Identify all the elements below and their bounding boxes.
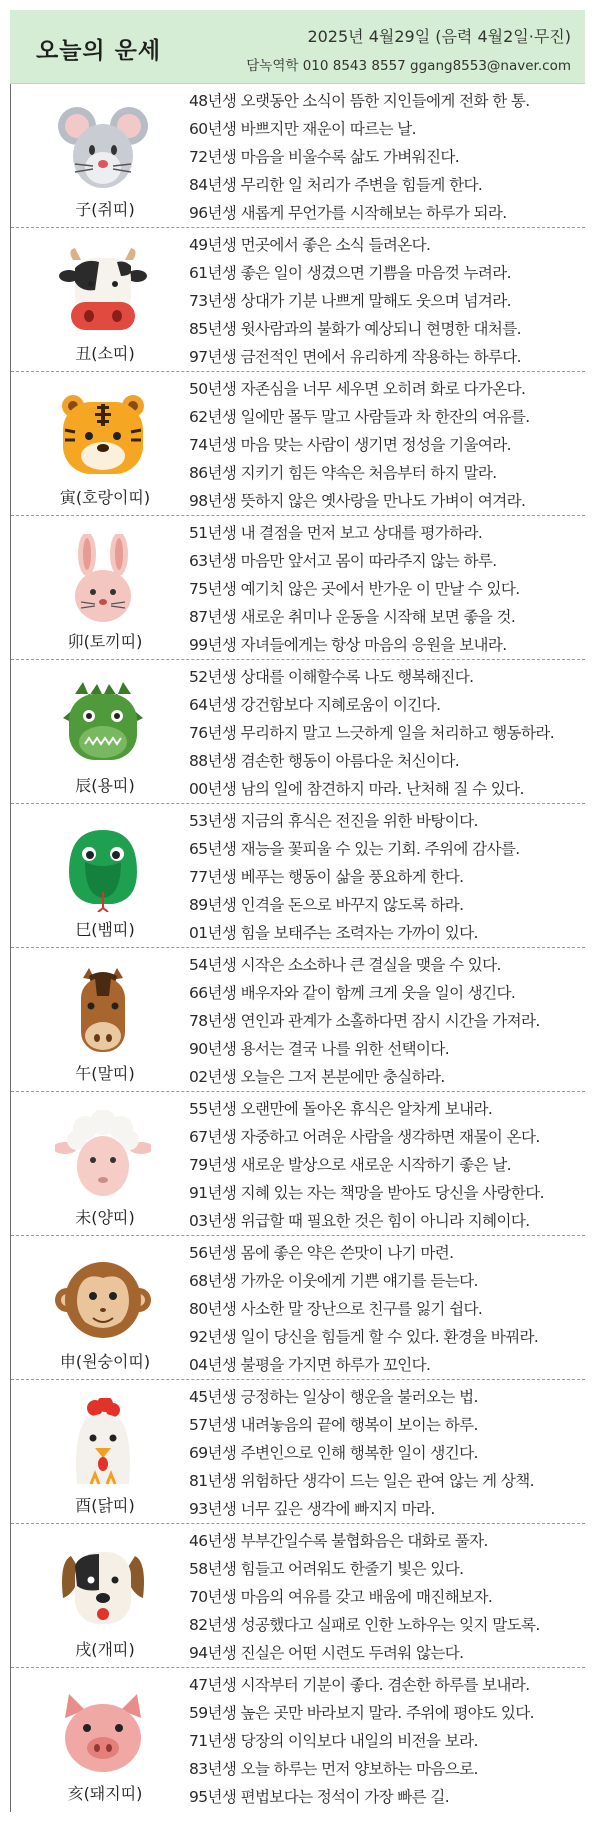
fortune-line: 77년생 베푸는 행동이 삶을 풍요하게 한다. xyxy=(189,868,464,886)
fortune-line: 93년생 너무 깊은 생각에 빠지지 마라. xyxy=(189,1500,435,1518)
fortune-line: 92년생 일이 당신을 힘들게 할 수 있다. 환경을 바꿔라. xyxy=(189,1328,539,1346)
fortune-line: 02년생 오늘은 그저 본분에만 충실하라. xyxy=(189,1068,445,1086)
fortune-line: 95년생 편법보다는 정석이 가장 빠른 길. xyxy=(189,1788,450,1806)
fortune-lines xyxy=(189,807,585,947)
fortune-row-pig xyxy=(11,1668,585,1812)
fortune-line: 78년생 연인과 관계가 소홀하다면 잠시 시간을 가져라. xyxy=(189,1012,540,1030)
fortune-line: 99년생 자녀들에게는 항상 마음의 응원을 보내라. xyxy=(189,636,507,654)
fortune-line: 75년생 예기치 않은 곳에서 반가운 이 만날 수 있다. xyxy=(189,580,520,598)
fortune-lines xyxy=(189,519,585,659)
fortune-line: 57년생 내려놓음의 끝에 행복이 보이는 하루. xyxy=(189,1416,478,1434)
fortune-lines xyxy=(189,87,585,227)
fortune-line: 83년생 오늘 하루는 먼저 양보하는 마음으로. xyxy=(189,1760,478,1778)
animal-label: 巳(뱀띠) xyxy=(75,920,135,939)
fortune-line: 94년생 진실은 어떤 시련도 두려워 않는다. xyxy=(189,1644,464,1662)
header xyxy=(10,10,585,84)
fortune-line: 45년생 긍정하는 일상이 행운을 불러오는 법. xyxy=(189,1388,478,1406)
horse-icon xyxy=(55,966,151,1056)
rat-icon xyxy=(55,102,151,192)
fortune-line: 59년생 높은 곳만 바라보지 말라. 주위에 평야도 있다. xyxy=(189,1704,534,1722)
fortune-row-horse xyxy=(11,948,585,1092)
ox-icon xyxy=(55,246,151,336)
fortune-lines xyxy=(189,1239,585,1379)
fortune-line: 51년생 내 결점을 먼저 보고 상대를 평가하라. xyxy=(189,524,483,542)
animal-label: 未(양띠) xyxy=(75,1208,135,1227)
fortune-line: 55년생 오랜만에 돌아온 휴식은 알차게 보내라. xyxy=(189,1100,493,1118)
fortune-lines xyxy=(189,1671,585,1811)
fortune-row-rabbit xyxy=(11,516,585,660)
fortune-line: 63년생 마음만 앞서고 몸이 따라주지 않는 하루. xyxy=(189,552,497,570)
fortune-line: 65년생 재능을 꽃피울 수 있는 기회. 주위에 감사를. xyxy=(189,840,520,858)
fortune-row-monkey xyxy=(11,1236,585,1380)
fortune-line: 76년생 무리하지 말고 느긋하게 일을 처리하고 행동하라. xyxy=(189,724,555,742)
fortune-row-rat xyxy=(11,84,585,228)
fortune-row-ox xyxy=(11,228,585,372)
animal-label: 子(쥐띠) xyxy=(75,200,135,219)
animal-label: 午(말띠) xyxy=(75,1064,135,1083)
animal-label: 寅(호랑이띠) xyxy=(59,488,151,507)
fortune-row-rooster xyxy=(11,1380,585,1524)
fortune-line: 53년생 지금의 휴식은 전진을 위한 바탕이다. xyxy=(189,812,478,830)
monkey-icon xyxy=(55,1254,151,1344)
sheep-icon xyxy=(55,1110,151,1200)
fortune-line: 52년생 상대를 이해할수록 나도 행복해진다. xyxy=(189,668,474,686)
animal-label: 申(원숭이띠) xyxy=(59,1352,151,1371)
fortune-line: 85년생 윗사람과의 불화가 예상되니 현명한 대처를. xyxy=(189,320,521,338)
fortune-lines xyxy=(189,951,585,1091)
fortune-list xyxy=(10,84,585,1812)
fortune-line: 68년생 가까운 이웃에게 기쁜 얘기를 듣는다. xyxy=(189,1272,478,1290)
fortune-line: 69년생 주변인으로 인해 행복한 일이 생긴다. xyxy=(189,1444,478,1462)
fortune-line: 90년생 용서는 결국 나를 위한 선택이다. xyxy=(189,1040,450,1058)
fortune-line: 80년생 사소한 말 장난으로 친구를 잃기 쉽다. xyxy=(189,1300,483,1318)
fortune-lines xyxy=(189,1095,585,1235)
fortune-line: 89년생 인격을 돈으로 바꾸지 않도록 하라. xyxy=(189,896,464,914)
fortune-lines xyxy=(189,663,585,803)
header-date: 2025년 4월29일 (음력 4월2일·무진) xyxy=(307,27,571,46)
fortune-line: 00년생 남의 일에 참견하지 마라. 난처해 질 수 있다. xyxy=(189,780,524,798)
fortune-line: 01년생 힘을 보태주는 조력자는 가까이 있다. xyxy=(189,924,478,942)
animal-label: 丑(소띠) xyxy=(75,344,135,363)
fortune-line: 62년생 일에만 몰두 말고 사람들과 차 한잔의 여유를. xyxy=(189,408,530,426)
fortune-line: 04년생 불평을 가지면 하루가 꼬인다. xyxy=(189,1356,431,1374)
fortune-row-snake xyxy=(11,804,585,948)
fortune-line: 54년생 시작은 소소하나 큰 결실을 맺을 수 있다. xyxy=(189,956,501,974)
tiger-icon xyxy=(55,390,151,480)
fortune-line: 73년생 상대가 기분 나쁘게 말해도 웃으며 넘겨라. xyxy=(189,292,511,310)
fortune-line: 86년생 지키기 힘든 약속은 처음부터 하지 말라. xyxy=(189,464,497,482)
fortune-line: 74년생 마음 맞는 사람이 생기면 정성을 기울여라. xyxy=(189,436,511,454)
fortune-line: 67년생 자중하고 어려운 사람을 생각하면 재물이 온다. xyxy=(189,1128,540,1146)
dragon-icon xyxy=(55,678,151,768)
fortune-line: 84년생 무리한 일 처리가 주변을 힘들게 한다. xyxy=(189,176,483,194)
pig-icon xyxy=(55,1686,151,1776)
fortune-line: 97년생 금전적인 면에서 유리하게 작용하는 하루다. xyxy=(189,348,521,366)
fortune-lines xyxy=(189,1383,585,1523)
fortune-lines xyxy=(189,1527,585,1667)
animal-label: 卯(토끼띠) xyxy=(67,632,143,651)
fortune-line: 82년생 성공했다고 실패로 인한 노하우는 잊지 말도록. xyxy=(189,1616,540,1634)
animal-label: 戌(개띠) xyxy=(75,1640,135,1659)
fortune-line: 60년생 바쁘지만 재운이 따르는 날. xyxy=(189,120,417,138)
fortune-line: 50년생 자존심을 너무 세우면 오히려 화로 다가온다. xyxy=(189,380,526,398)
fortune-line: 88년생 겸손한 행동이 아름다운 처신이다. xyxy=(189,752,460,770)
fortune-lines xyxy=(189,231,585,371)
fortune-line: 72년생 마음을 비울수록 삶도 가벼워진다. xyxy=(189,148,460,166)
fortune-line: 91년생 지혜 있는 자는 책망을 받아도 당신을 사랑한다. xyxy=(189,1184,544,1202)
fortune-line: 58년생 힘들고 어려워도 한줄기 빛은 있다. xyxy=(189,1560,464,1578)
fortune-line: 64년생 강건함보다 지혜로움이 이긴다. xyxy=(189,696,441,714)
fortune-line: 71년생 당장의 이익보다 내일의 비전을 보라. xyxy=(189,1732,478,1750)
fortune-line: 70년생 마음의 여유를 갖고 배움에 매진해보자. xyxy=(189,1588,493,1606)
fortune-row-dragon xyxy=(11,660,585,804)
fortune-line: 61년생 좋은 일이 생겼으면 기쁨을 마음껏 누려라. xyxy=(189,264,511,282)
fortune-line: 79년생 새로운 발상으로 새로운 시작하기 좋은 날. xyxy=(189,1156,511,1174)
fortune-line: 48년생 오랫동안 소식이 뜸한 지인들에게 전화 한 통. xyxy=(189,92,530,110)
fortune-line: 46년생 부부간일수록 불협화음은 대화로 풀자. xyxy=(189,1532,488,1550)
fortune-line: 81년생 위험하단 생각이 드는 일은 관여 않는 게 상책. xyxy=(189,1472,534,1490)
fortune-line: 96년생 새롭게 무언가를 시작해보는 하루가 되라. xyxy=(189,204,507,222)
page-title: 오늘의 운세 xyxy=(36,38,162,64)
snake-icon xyxy=(55,822,151,912)
fortune-line: 66년생 배우자와 같이 함께 크게 웃을 일이 생긴다. xyxy=(189,984,516,1002)
fortune-row-dog xyxy=(11,1524,585,1668)
fortune-line: 98년생 뜻하지 않은 옛사랑을 만나도 가벼이 여겨라. xyxy=(189,492,526,510)
rabbit-icon xyxy=(55,534,151,624)
fortune-row-tiger xyxy=(11,372,585,516)
fortune-line: 47년생 시작부터 기분이 좋다. 겸손한 하루를 보내라. xyxy=(189,1676,530,1694)
animal-label: 酉(닭띠) xyxy=(75,1496,135,1515)
animal-label: 亥(돼지띠) xyxy=(67,1784,143,1803)
fortune-line: 87년생 새로운 취미나 운동을 시작해 보면 좋을 것. xyxy=(189,608,516,626)
fortune-line: 03년생 위급할 때 필요한 것은 힘이 아니라 지혜이다. xyxy=(189,1212,530,1230)
rooster-icon xyxy=(55,1398,151,1488)
dog-icon xyxy=(55,1542,151,1632)
animal-label: 辰(용띠) xyxy=(75,776,135,795)
fortune-line: 49년생 먼곳에서 좋은 소식 들려온다. xyxy=(189,236,431,254)
fortune-row-sheep xyxy=(11,1092,585,1236)
fortune-line: 56년생 몸에 좋은 약은 쓴맛이 나기 마련. xyxy=(189,1244,454,1262)
fortune-lines xyxy=(189,375,585,515)
header-contact: 담녹역학 010 8543 8557 ggang8553@naver.com xyxy=(246,58,571,74)
